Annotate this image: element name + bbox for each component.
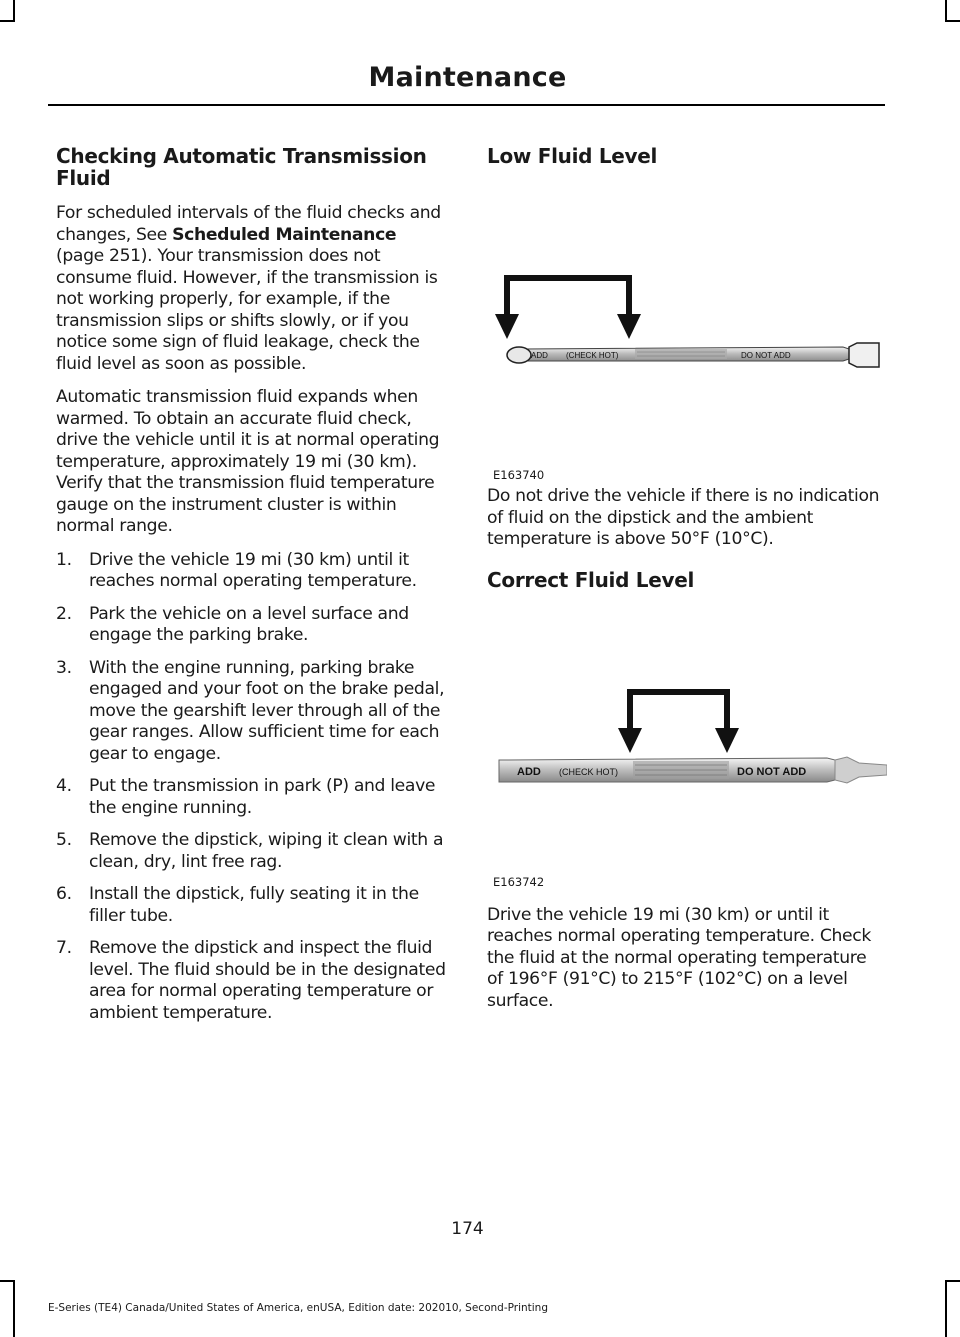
- arrow-down-icon: [617, 314, 641, 339]
- step-text: Park the vehicle on a level surface and engage the parking brake.: [89, 603, 409, 645]
- step-text: Remove the dipstick, wiping it clean with a clean, dry, lint free rag.: [89, 830, 444, 872]
- list-item: [56, 830, 448, 873]
- crop-mark-top-left-h: [0, 20, 15, 22]
- bracket-line: [630, 692, 727, 730]
- figure-correct-fluid: [487, 605, 887, 905]
- dipstick-end: [835, 757, 887, 783]
- crop-mark-bottom-right: [945, 1280, 947, 1337]
- left-column: [56, 145, 448, 1035]
- label-add: ADD: [517, 765, 541, 778]
- list-item: [56, 550, 448, 593]
- step-number: 4.: [56, 776, 72, 796]
- dipstick-tip: [507, 347, 531, 363]
- section-heading-checking-atf: Checking Automatic Transmission Fluid: [56, 144, 427, 190]
- step-text: Drive the vehicle 19 mi (30 km) until it reaches normal operating temperature.: [89, 549, 417, 591]
- intro-text-before: For scheduled intervals of the fluid checks and changes, See: [56, 203, 441, 245]
- list-item: [56, 776, 448, 819]
- expansion-paragraph: Automatic transmission fluid expands when warmed. To obtain an accurate fluid check, drive the vehicle until it is at normal operating temperature, approximately 19 mi (30 km). Verify that the transmission fluid temperature gauge on the instrument cluster is within normal range.: [56, 387, 440, 536]
- label-do-not-add: DO NOT ADD: [741, 351, 791, 360]
- arrow-down-icon: [715, 728, 739, 753]
- figure-low-fluid: [487, 181, 887, 486]
- step-number: 1.: [56, 549, 72, 570]
- step-text: Install the dipstick, fully seating it in the filler tube.: [89, 884, 419, 926]
- dipstick-low-illustration: [487, 181, 887, 471]
- intro-text-after: (page 251). Your transmission does not consume fluid. However, if the transmission is not working properly, for example, if the transmission slips or shifts slowly, or if you notice some sign of fluid leakage, check the fluid level as soon as possible.: [56, 246, 438, 374]
- arrow-down-icon: [618, 728, 642, 753]
- bracket-line: [507, 278, 629, 316]
- step-text: Remove the dipstick and inspect the fluid level. The fluid should be in the designated area for normal operating temperature or ambient temperature.: [89, 938, 446, 1023]
- low-fluid-text: Do not drive the vehicle if there is no indication of fluid on the dipstick and the ambient temperature is above 50°F (10°C).: [487, 486, 880, 549]
- label-add: ADD: [531, 351, 548, 360]
- crop-mark-bottom-left-h: [0, 1280, 15, 1282]
- page-header-title: Maintenance: [368, 62, 567, 93]
- figure-code: E163742: [493, 874, 545, 889]
- crop-mark-top-left: [13, 0, 15, 20]
- step-number: 7.: [56, 938, 72, 958]
- crop-mark-top-right-h: [945, 20, 960, 22]
- step-number: 6.: [56, 884, 72, 904]
- dipstick-hatch: [635, 349, 727, 359]
- steps-list: [56, 550, 448, 1025]
- correct-fluid-text: Drive the vehicle 19 mi (30 km) or until it reaches normal operating temperature. Check the fluid at the normal operating temperature of 196°F (91°C) to 215°F (102°C) on a level surface.: [487, 904, 871, 1011]
- step-number: 5.: [56, 830, 72, 850]
- dipstick-end: [849, 343, 879, 367]
- list-item: [56, 604, 448, 647]
- step-number: 3.: [56, 657, 72, 678]
- label-check-hot: (CHECK HOT): [559, 766, 618, 777]
- label-check-hot: (CHECK HOT): [566, 351, 619, 360]
- section-heading-correct-fluid: Correct Fluid Level: [487, 567, 695, 592]
- list-item: [56, 938, 448, 1024]
- scheduled-maintenance-link[interactable]: Scheduled Maintenance: [172, 224, 397, 245]
- crop-mark-bottom-right-h: [945, 1280, 960, 1282]
- dipstick-correct-illustration: [487, 605, 887, 885]
- header-rule: [48, 104, 885, 106]
- step-number: 2.: [56, 603, 72, 624]
- label-do-not-add: DO NOT ADD: [737, 765, 807, 778]
- list-item: [56, 658, 448, 766]
- intro-paragraph: [56, 203, 448, 375]
- page-number: 174: [451, 1219, 484, 1239]
- list-item: [56, 884, 448, 927]
- figure-code: E163740: [493, 468, 545, 482]
- right-column: [487, 145, 887, 1024]
- step-text: With the engine running, parking brake engaged and your foot on the brake pedal, move the gearshift lever through all of the gear ranges. Allow sufficient time for each gear to engage.: [89, 657, 445, 764]
- footer-edition-info: E-Series (TE4) Canada/United States of America, enUSA, Edition date: 202010, Second-Printing: [48, 1302, 549, 1314]
- section-heading-low-fluid: Low Fluid Level: [487, 144, 658, 168]
- arrow-down-icon: [495, 314, 519, 339]
- crop-mark-bottom-left: [13, 1280, 15, 1337]
- step-text: Put the transmission in park (P) and leave the engine running.: [89, 776, 436, 818]
- crop-mark-top-right: [945, 0, 947, 20]
